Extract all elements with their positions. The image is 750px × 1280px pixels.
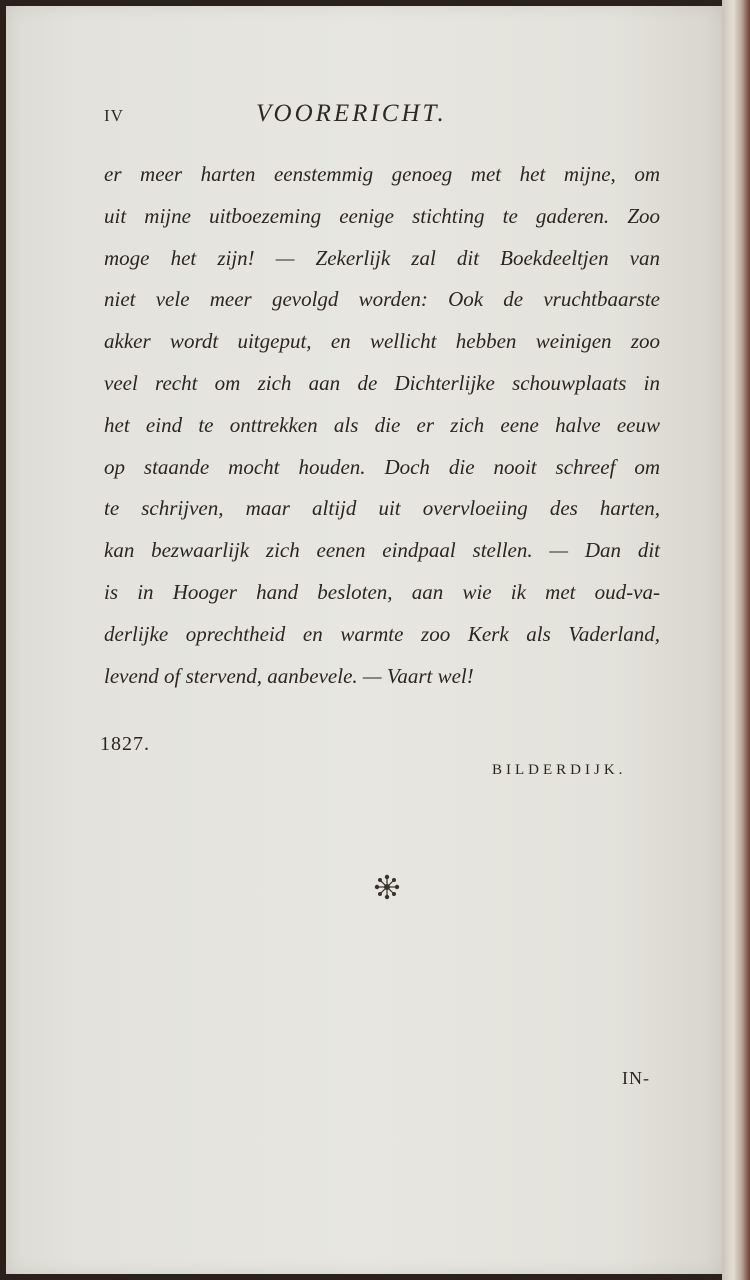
text-line: akker wordt uitgeput, en wellicht hebben weinigen zoo [104,329,660,354]
text-line: niet vele meer gevolgd worden: Ook de vruchtbaarste [104,287,660,312]
text-line: moge het zijn! — Zekerlijk zal dit Boekdeeltjen van [104,245,660,270]
body-text [104,154,660,697]
text-line: het eind te onttrekken als die er zich eene halve eeuw [104,412,660,437]
text-line: is in Hooger hand besloten, aan wie ik met oud-va- [104,579,660,604]
text-line: kan bezwaarlijk zich eenen eindpaal stellen. — Dan dit [104,538,660,563]
text-line: levend of stervend, aanbevele. — Vaart wel! [104,663,474,688]
text-line: uit mijne uitboezeming eenige stichting te gaderen. Zoo [104,203,660,228]
date-line: 1827. [100,733,150,755]
text-line: er meer harten eenstemmig genoeg met het mijne, om [104,162,660,186]
text-line: op staande mocht houden. Doch die nooit schreef om [104,454,660,479]
running-head [104,100,504,132]
page-title: VOORERICHT. [256,100,447,127]
floral-ornament-icon [372,872,402,902]
text-line: veel recht om zich aan de Dichterlijke schouwplaats in [104,370,660,395]
page-number: IV [104,106,124,125]
catchword: IN- [622,1068,650,1088]
text-line: te schrijven, maar altijd uit overvloeiing des harten, [104,496,660,521]
text-line: derlijke oprechtheid en warmte zoo Kerk als Vaderland, [104,621,660,646]
author-signature: BILDERDIJK. [492,762,627,778]
book-page-edge [722,0,750,1280]
